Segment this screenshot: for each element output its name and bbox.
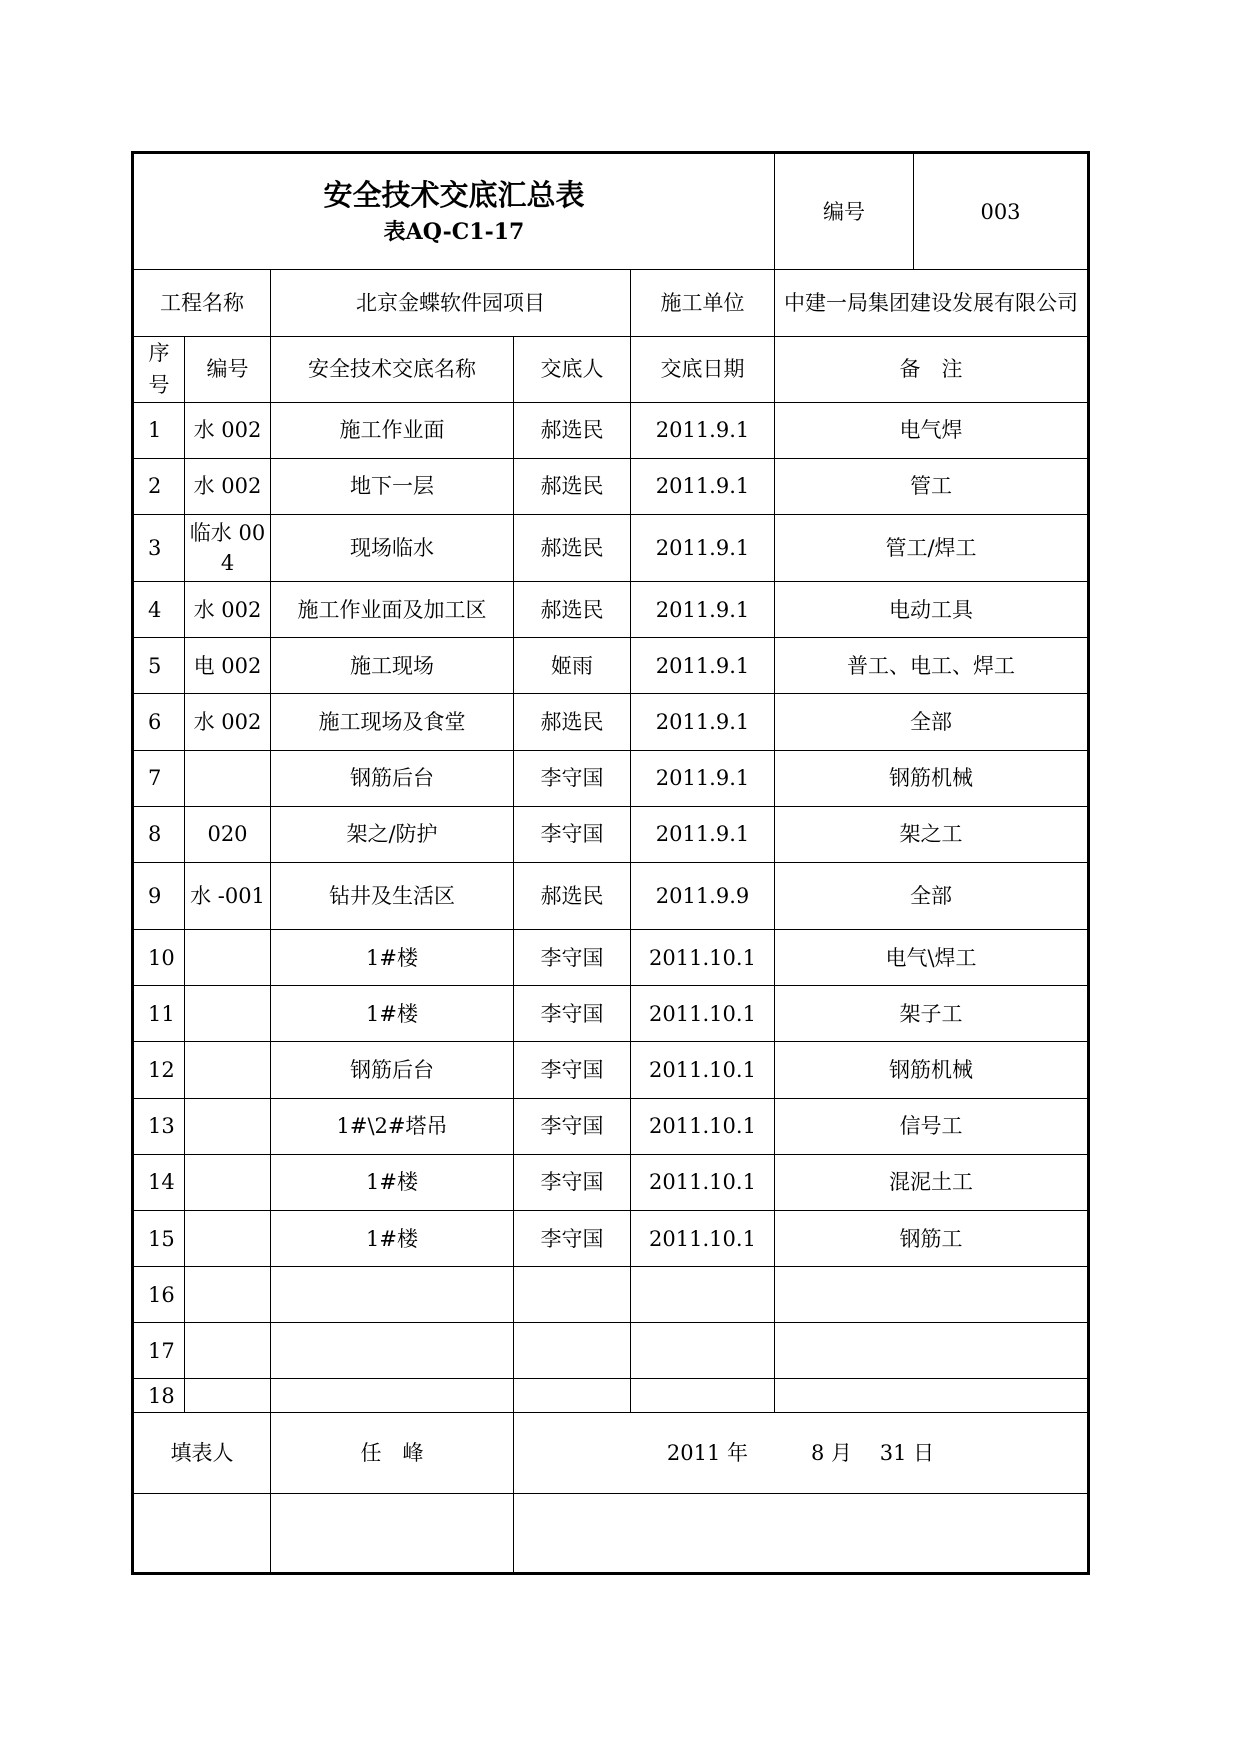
row-seq: 4 xyxy=(133,582,185,638)
row-name: 地下一层 xyxy=(271,458,514,514)
table-row xyxy=(133,1323,1089,1379)
row-date: 2011.9.1 xyxy=(631,582,775,638)
contractor-label: 施工单位 xyxy=(631,270,775,336)
row-person xyxy=(514,1267,631,1323)
row-date xyxy=(631,1267,775,1323)
table-row xyxy=(133,806,1089,862)
row-person: 郝选民 xyxy=(514,458,631,514)
row-name: 钢筋后台 xyxy=(271,750,514,806)
table-row xyxy=(133,1379,1089,1413)
row-note: 钢筋机械 xyxy=(775,1042,1089,1098)
row-date: 2011.9.9 xyxy=(631,862,775,929)
row-note xyxy=(775,1379,1089,1413)
row-num: 水 002 xyxy=(185,694,271,750)
form-subtitle: 表AQ-C1-17 xyxy=(383,218,525,245)
row-num xyxy=(185,930,271,986)
row-person: 李守国 xyxy=(514,1042,631,1098)
row-person: 郝选民 xyxy=(514,694,631,750)
row-num xyxy=(185,1042,271,1098)
row-name: 1#楼 xyxy=(271,1210,514,1266)
blank-footer-row xyxy=(133,1493,1089,1573)
header-seq: 序号 xyxy=(133,336,185,402)
row-num xyxy=(185,1379,271,1413)
row-note: 电气焊 xyxy=(775,402,1089,458)
title-cell xyxy=(133,153,775,270)
table-row xyxy=(133,1210,1089,1266)
filler-row xyxy=(133,1413,1089,1493)
header-name: 安全技术交底名称 xyxy=(271,336,514,402)
row-name: 施工作业面及加工区 xyxy=(271,582,514,638)
header-person: 交底人 xyxy=(514,336,631,402)
row-note: 钢筋机械 xyxy=(775,750,1089,806)
row-num: 电 002 xyxy=(185,638,271,694)
row-date: 2011.9.1 xyxy=(631,402,775,458)
row-note xyxy=(775,1323,1089,1379)
row-note: 钢筋工 xyxy=(775,1210,1089,1266)
row-date: 2011.9.1 xyxy=(631,514,775,581)
row-seq: 16 xyxy=(133,1267,185,1323)
row-date: 2011.9.1 xyxy=(631,638,775,694)
row-date: 2011.10.1 xyxy=(631,930,775,986)
row-num: 水 002 xyxy=(185,402,271,458)
row-seq: 10 xyxy=(133,930,185,986)
row-person xyxy=(514,1379,631,1413)
row-person: 郝选民 xyxy=(514,582,631,638)
row-name: 现场临水 xyxy=(271,514,514,581)
row-num: 水 002 xyxy=(185,458,271,514)
row-seq: 18 xyxy=(133,1379,185,1413)
project-value: 北京金蝶软件园项目 xyxy=(271,270,631,336)
row-seq: 9 xyxy=(133,862,185,929)
row-date: 2011.9.1 xyxy=(631,806,775,862)
row-note: 全部 xyxy=(775,694,1089,750)
project-row xyxy=(133,270,1089,336)
row-person: 郝选民 xyxy=(514,402,631,458)
row-person: 郝选民 xyxy=(514,862,631,929)
row-num xyxy=(185,1267,271,1323)
row-num: 水 -001 xyxy=(185,862,271,929)
row-note: 管工 xyxy=(775,458,1089,514)
row-person: 郝选民 xyxy=(514,514,631,581)
row-num xyxy=(185,750,271,806)
row-seq: 14 xyxy=(133,1154,185,1210)
row-seq: 15 xyxy=(133,1210,185,1266)
row-seq: 11 xyxy=(133,986,185,1042)
table-row xyxy=(133,1267,1089,1323)
row-person: 姬雨 xyxy=(514,638,631,694)
row-note: 架之工 xyxy=(775,806,1089,862)
row-name xyxy=(271,1323,514,1379)
table-row xyxy=(133,1098,1089,1154)
row-note: 架子工 xyxy=(775,986,1089,1042)
code-value: 003 xyxy=(914,153,1089,270)
row-name: 1#楼 xyxy=(271,930,514,986)
fill-date: 2011 年 8 月 31 日 xyxy=(514,1413,1089,1493)
table-row xyxy=(133,458,1089,514)
contractor-value: 中建一局集团建设发展有限公司 xyxy=(775,270,1089,336)
row-note: 全部 xyxy=(775,862,1089,929)
table-row xyxy=(133,514,1089,581)
code-label: 编号 xyxy=(775,153,914,270)
header-note: 备 注 xyxy=(775,336,1089,402)
row-person: 李守国 xyxy=(514,750,631,806)
form-title: 安全技术交底汇总表 xyxy=(323,177,585,212)
row-seq: 1 xyxy=(133,402,185,458)
row-num: 水 002 xyxy=(185,582,271,638)
row-name: 架之/防护 xyxy=(271,806,514,862)
row-person xyxy=(514,1323,631,1379)
filler-name: 任 峰 xyxy=(271,1413,514,1493)
row-name xyxy=(271,1379,514,1413)
row-note: 普工、电工、焊工 xyxy=(775,638,1089,694)
row-seq: 13 xyxy=(133,1098,185,1154)
table-row xyxy=(133,694,1089,750)
row-person: 李守国 xyxy=(514,986,631,1042)
row-seq: 17 xyxy=(133,1323,185,1379)
row-seq: 8 xyxy=(133,806,185,862)
row-person: 李守国 xyxy=(514,1154,631,1210)
row-date xyxy=(631,1323,775,1379)
row-num xyxy=(185,1323,271,1379)
row-date: 2011.9.1 xyxy=(631,750,775,806)
row-date: 2011.10.1 xyxy=(631,986,775,1042)
row-date xyxy=(631,1379,775,1413)
header-row xyxy=(133,336,1089,402)
row-person: 李守国 xyxy=(514,806,631,862)
row-date: 2011.10.1 xyxy=(631,1154,775,1210)
table-row xyxy=(133,1042,1089,1098)
row-num xyxy=(185,1154,271,1210)
row-date: 2011.10.1 xyxy=(631,1098,775,1154)
safety-briefing-summary-table xyxy=(131,151,1090,1575)
row-seq: 5 xyxy=(133,638,185,694)
row-seq: 3 xyxy=(133,514,185,581)
row-note: 电动工具 xyxy=(775,582,1089,638)
title-row xyxy=(133,153,1089,270)
row-num xyxy=(185,1210,271,1266)
row-num: 临水 004 xyxy=(185,514,271,581)
row-name: 1#\2#塔吊 xyxy=(271,1098,514,1154)
row-name: 钢筋后台 xyxy=(271,1042,514,1098)
table-row xyxy=(133,638,1089,694)
blank-cell xyxy=(514,1493,1089,1573)
row-note: 混泥土工 xyxy=(775,1154,1089,1210)
row-date: 2011.9.1 xyxy=(631,458,775,514)
table-row xyxy=(133,582,1089,638)
row-seq: 12 xyxy=(133,1042,185,1098)
row-date: 2011.10.1 xyxy=(631,1210,775,1266)
row-name: 施工现场及食堂 xyxy=(271,694,514,750)
row-person: 李守国 xyxy=(514,1210,631,1266)
row-person: 李守国 xyxy=(514,930,631,986)
row-name: 1#楼 xyxy=(271,986,514,1042)
header-num: 编号 xyxy=(185,336,271,402)
row-num: 020 xyxy=(185,806,271,862)
project-label: 工程名称 xyxy=(133,270,271,336)
row-name: 施工现场 xyxy=(271,638,514,694)
row-note: 管工/焊工 xyxy=(775,514,1089,581)
table-row xyxy=(133,750,1089,806)
table-row xyxy=(133,862,1089,929)
row-note: 电气\焊工 xyxy=(775,930,1089,986)
row-date: 2011.10.1 xyxy=(631,1042,775,1098)
header-date: 交底日期 xyxy=(631,336,775,402)
row-seq: 6 xyxy=(133,694,185,750)
row-note xyxy=(775,1267,1089,1323)
row-name: 1#楼 xyxy=(271,1154,514,1210)
blank-cell xyxy=(271,1493,514,1573)
row-seq: 7 xyxy=(133,750,185,806)
row-num xyxy=(185,1098,271,1154)
row-name xyxy=(271,1267,514,1323)
row-name: 钻井及生活区 xyxy=(271,862,514,929)
filler-label: 填表人 xyxy=(133,1413,271,1493)
row-seq: 2 xyxy=(133,458,185,514)
row-num xyxy=(185,986,271,1042)
table-row xyxy=(133,1154,1089,1210)
table-row xyxy=(133,986,1089,1042)
row-note: 信号工 xyxy=(775,1098,1089,1154)
row-person: 李守国 xyxy=(514,1098,631,1154)
row-date: 2011.9.1 xyxy=(631,694,775,750)
blank-cell xyxy=(133,1493,271,1573)
row-name: 施工作业面 xyxy=(271,402,514,458)
table-row xyxy=(133,930,1089,986)
table-row xyxy=(133,402,1089,458)
